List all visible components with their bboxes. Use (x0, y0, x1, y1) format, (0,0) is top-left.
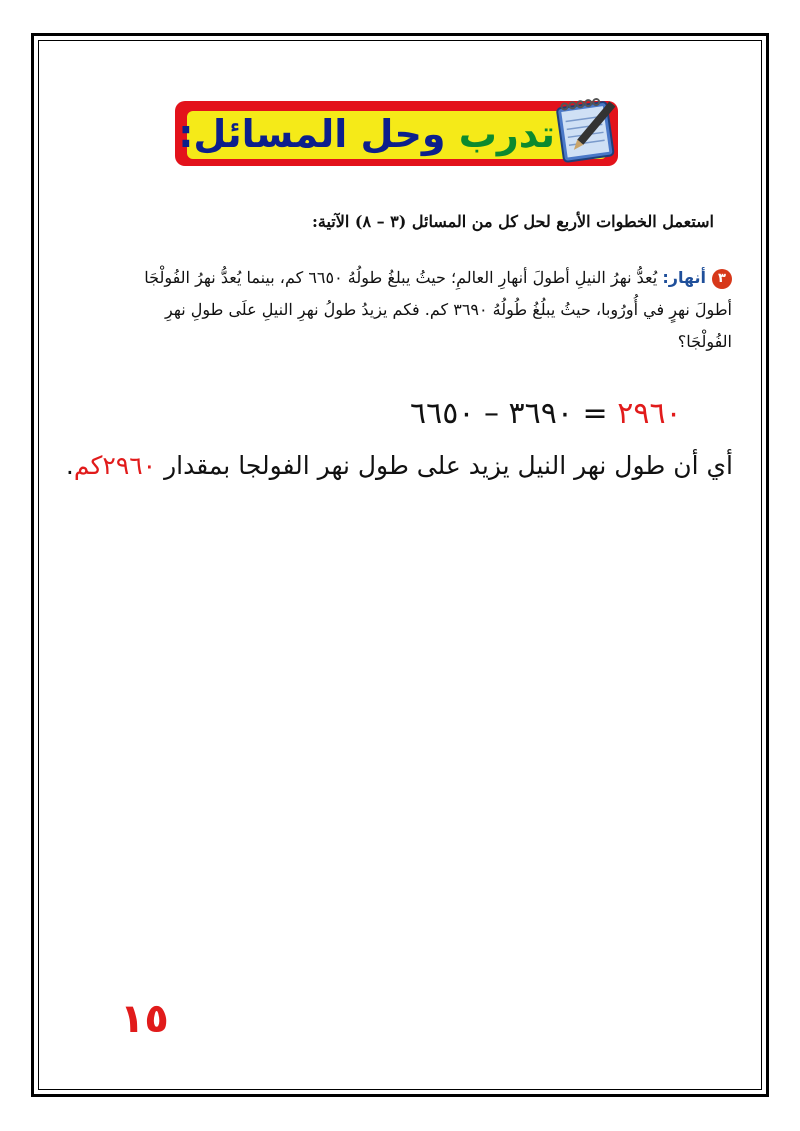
page-border-inner (38, 40, 762, 1090)
title-word-practice: تدرب (458, 112, 555, 156)
instruction-text: استعمل الخطوات الأربع لحل كل من المسائل (٣ – ٨) الآتية: (311, 212, 714, 231)
title-word-solve: وحل المسائل: (178, 112, 446, 156)
answer-sentence (33, 444, 733, 488)
equation (410, 392, 775, 436)
notebook-pen-icon (548, 93, 620, 167)
answer-value: ٢٩٦٠كم (73, 451, 157, 480)
problem-text: يُعدُّ نهرُ النيلِ أطولَ أنهارِ العالمِ؛ حيثُ يبلغُ طولُهُ ٦٦٥٠ كم، بينما يُعدُّ نهرُ الفُولْجَا أطولَ نهرٍ في أُورُوبا، حيثُ يبلُغُ طُولُهُ ٣٦٩٠ كم. فكم يزيدُ طولُ نهرِ النيلِ علَى طولِ نهرِ الفُولْجَا؟ (144, 268, 732, 351)
answer-end: . (65, 451, 74, 480)
page-title (178, 109, 555, 161)
equation-expression: = ٣٦٩٠ – ٦٦٥٠ (410, 396, 608, 431)
problem-number-badge: ٣ (712, 269, 732, 289)
problem-topic: أنهار: (662, 268, 706, 287)
answer-text: أي أن طول نهر النيل يزيد على طول نهر الفولجا بمقدار (164, 451, 733, 480)
equation-result: ٢٩٦٠ (617, 396, 682, 431)
problem-3 (122, 262, 732, 358)
page-number: ١٥ (120, 996, 169, 1042)
